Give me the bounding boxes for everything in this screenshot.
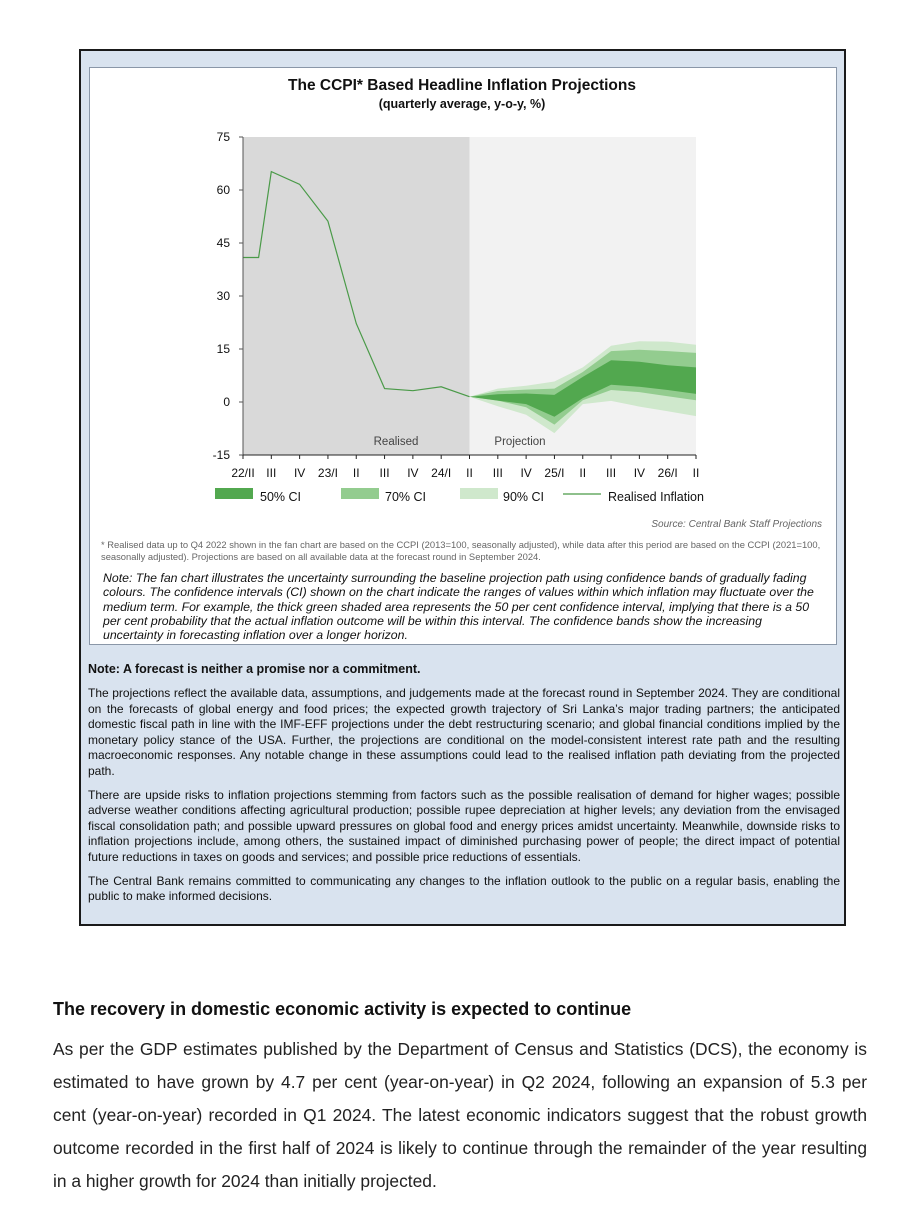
x-tick-label: II [692,466,700,480]
x-tick-label: II [352,466,360,480]
y-tick-label: 30 [216,289,230,303]
y-tick-label: -15 [212,448,230,462]
x-tick-label: II [579,466,587,480]
chart-footnote: * Realised data up to Q4 2022 shown in the fan chart are based on the CCPI (2013=100, seasonally adjusted), while data after this period are based on the CCPI (2021=100, seasonally adjusted). Projections are based on all available data at the forecast round in September 2024. [101,539,821,562]
y-tick-label: 60 [216,183,230,197]
chart-subtitle: (quarterly average, y-o-y, %) [378,97,546,111]
x-tick-label: IV [520,466,532,480]
legend-label: Realised Inflation [608,490,704,504]
section-body: As per the GDP estimates published by the Department of Census and Statistics (DCS), the economy is estimated to have grown by 4.7 per cent (year-on-year) in Q2 2024, following an expansion of 5.3 per cent (year-on-year) recorded in Q1 2024. The latest economic indicators suggest that the robust growth outcome recorded in the first half of 2024 is likely to continue through the remainder of the year resulting in a higher growth for 2024 than initially projected. [53,1039,867,1191]
forecast-notes [88,662,840,913]
chart-source: Source: Central Bank Staff Projections [651,519,822,530]
legend-label: 70% CI [385,490,426,504]
x-tick-label: II [466,466,473,480]
y-tick-label: 15 [216,342,230,356]
y-tick-label: 75 [216,130,230,144]
x-tick-label: 25/I [544,466,565,480]
x-tick-label: IV [407,466,419,480]
notes-paragraph: There are upside risks to inflation projections stemming from factors such as the possible realisation of demand for higher wages; possible adverse weather conditions affecting agricultural production; possible rupee depreciation at higher levels; any deviation from the envisaged fiscal consolidation path; and possible upward pressures on global food and energy prices amidst uncertainty. Meanwhile, downside risks to inflation projections include, among others, the sustained impact of diminished purchasing power of people; the direct impact of potential future reductions in taxes on goods and services; and possible price reductions of essentials. [88,787,840,864]
legend-swatch [460,488,498,499]
legend-swatch [215,488,253,499]
legend-swatch [341,488,379,499]
x-tick-label: 26/I [657,466,678,480]
x-tick-label: 24/I [431,466,452,480]
x-tick-label: IV [293,466,306,480]
x-tick-label: 22/II [231,466,255,480]
chart-title: The CCPI* Based Headline Inflation Projections [288,77,636,94]
x-tick-label: III [266,466,277,480]
x-tick-label: IV [633,466,646,480]
notes-paragraph: The projections reflect the available data, assumptions, and judgements made at the forecast round in September 2024. They are conditional on the forecasts of global energy and food prices; the expected growth trajectory of Sri Lanka’s major trading partners; the anticipated domestic fiscal path in line with the IMF-EFF projections under the debt restructuring scenario; and global financial conditions implied by the monetary policy stance of the USA. Further, the projections are conditional on the model-consistent interest rate path and the resulting macroeconomic responses. Any notable change in these assumptions could lead to the realised inflation path deviating from the projected path. [88,686,840,778]
realised-region-label: Realised [373,436,419,448]
legend-label: 90% CI [503,490,544,504]
chart-explanatory-note: Note: The fan chart illustrates the uncertainty surrounding the baseline projection path using confidence bands of gradually fading colours. The confidence intervals (CI) shown on the chart indicate the ranges of values within which inflation may fluctuate over the medium term. For example, the thick green shaded area represents the 50 per cent confidence interval, implying that there is a 50 per cent probability that the actual inflation outcome will be within this interval. The confidence bands show the increasing uncertainty in forecasting inflation over a longer horizon. [103,571,814,643]
x-tick-label: 23/I [317,466,338,480]
projection-region-label: Projection [494,436,546,448]
x-tick-label: III [492,466,503,480]
section-heading: The recovery in domestic economic activity is expected to continue [53,999,632,1019]
forecast-note-title: Note: A forecast is neither a promise nor a commitment. [88,662,421,676]
notes-paragraph: The Central Bank remains committed to communicating any changes to the inflation outlook to the public on a regular basis, enabling the public to make informed decisions. [88,873,840,904]
y-tick-label: 0 [223,395,230,409]
legend-label: 50% CI [260,490,301,504]
y-tick-label: 45 [216,236,230,250]
inflation-fan-chart [0,0,910,560]
realised-region [243,137,470,455]
x-tick-label: III [379,466,390,480]
x-tick-label: III [606,466,617,480]
